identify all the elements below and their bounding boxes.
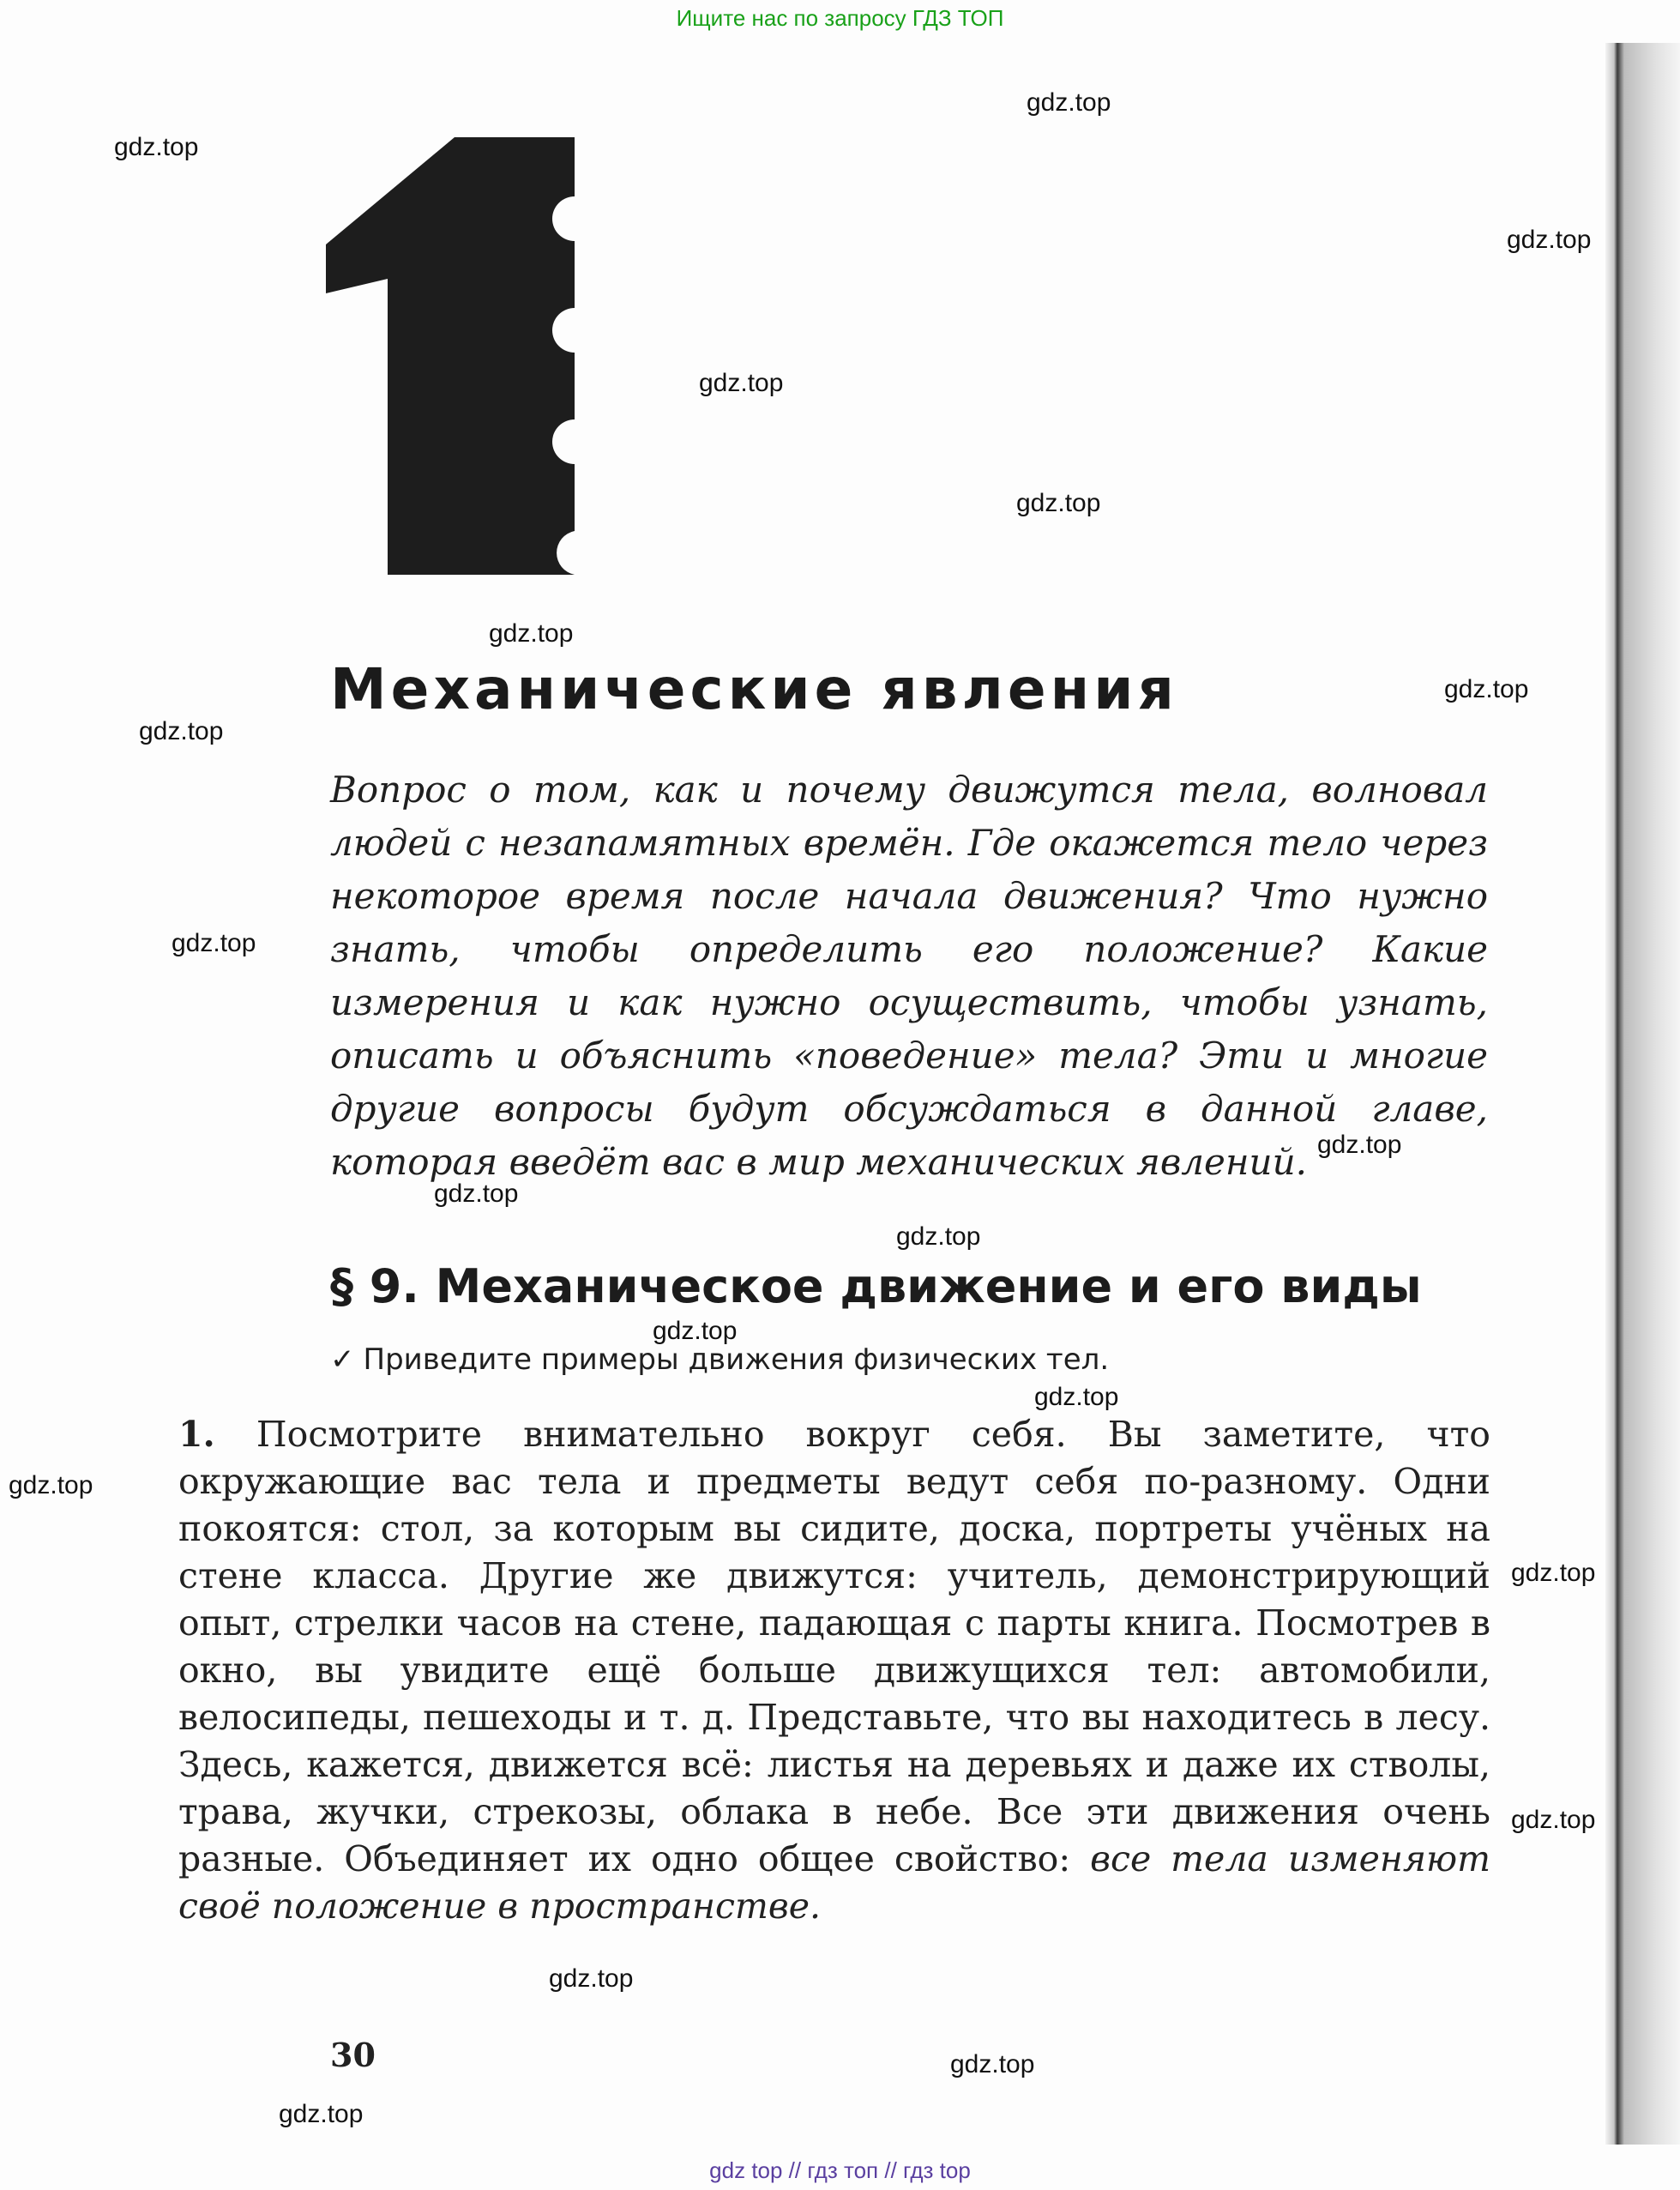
watermark: gdz.top [279, 2100, 364, 2128]
chapter-intro: Вопрос о том, как и почему движутся тела, волновал людей с незапамятных времён. Где окажется тело через некоторое время после начала движения? Что нужно знать, чтобы определить его положение? Какие измерения и как нужно осуществить, чтобы узнать, описать и объяснить «поведение» тела? Эти и многие другие вопросы будут обсуждаться в данной главе, которая введёт вас в мир механических явлений. [330, 769, 1488, 1183]
watermark: gdz.top [950, 2050, 1035, 2078]
watermark: gdz.top [1016, 489, 1101, 517]
watermark: gdz.top [1027, 88, 1111, 117]
paragraph-number: 1. [178, 1414, 215, 1455]
book-spine-shadow [1605, 43, 1680, 2145]
watermark: gdz.top [549, 1964, 634, 1993]
paragraph-text: Посмотрите внимательно вокруг себя. Вы заметите, что окружающие вас тела и предметы ведут себя по-разному. Одни покоятся: стол, за которым вы сидите, доска, портреты учёных на стене класса. Другие же движутся: учитель, демонстрирующий опыт, стрелки часов на стене, падающая с парты книга. Посмотрев в окно, вы увидите ещё больше движущихся тел: автомобили, велосипеды, пешеходы и т. д. Представьте, что вы находитесь в лесу. Здесь, кажется, движется всё: листья на деревьях и даже их стволы, трава, жучки, стрекозы, облака в небе. Все эти движения очень разные. Объединяет их одно общее свойство: [178, 1414, 1490, 1879]
watermark: gdz.top [434, 1179, 519, 1208]
paragraph-emphasis: все тела изменяют своё положение в пространстве. [178, 1838, 1490, 1927]
section-title: § 9. Механическое движение и его виды [330, 1259, 1422, 1313]
watermark: gdz.top [1511, 1559, 1596, 1587]
watermark: gdz.top [896, 1222, 981, 1251]
watermark: gdz.top [1507, 226, 1592, 254]
watermark: gdz.top [1034, 1383, 1119, 1411]
page-number: 30 [330, 2036, 376, 2074]
watermark: gdz.top [653, 1317, 738, 1345]
footer-banner[interactable]: gdz top // гдз топ // гдз top [709, 2157, 971, 2183]
watermark: gdz.top [1317, 1131, 1402, 1159]
watermark: gdz.top [699, 369, 784, 397]
check-question-text: Приведите примеры движения физических тел. [363, 1342, 1110, 1377]
chapter-number-graphic [326, 137, 575, 575]
watermark: gdz.top [114, 133, 199, 161]
watermark: gdz.top [9, 1471, 93, 1499]
check-icon: ✓ [330, 1342, 355, 1377]
watermark: gdz.top [172, 929, 256, 957]
watermark: gdz.top [1511, 1806, 1596, 1834]
watermark: gdz.top [489, 619, 574, 648]
check-question [330, 1342, 1109, 1377]
header-banner[interactable]: Ищите нас по запросу ГДЗ ТОП [676, 5, 1004, 31]
body-paragraph [178, 1411, 1490, 1930]
chapter-title: Механические явления [330, 656, 1178, 722]
watermark: gdz.top [1444, 675, 1529, 703]
watermark: gdz.top [139, 717, 224, 745]
